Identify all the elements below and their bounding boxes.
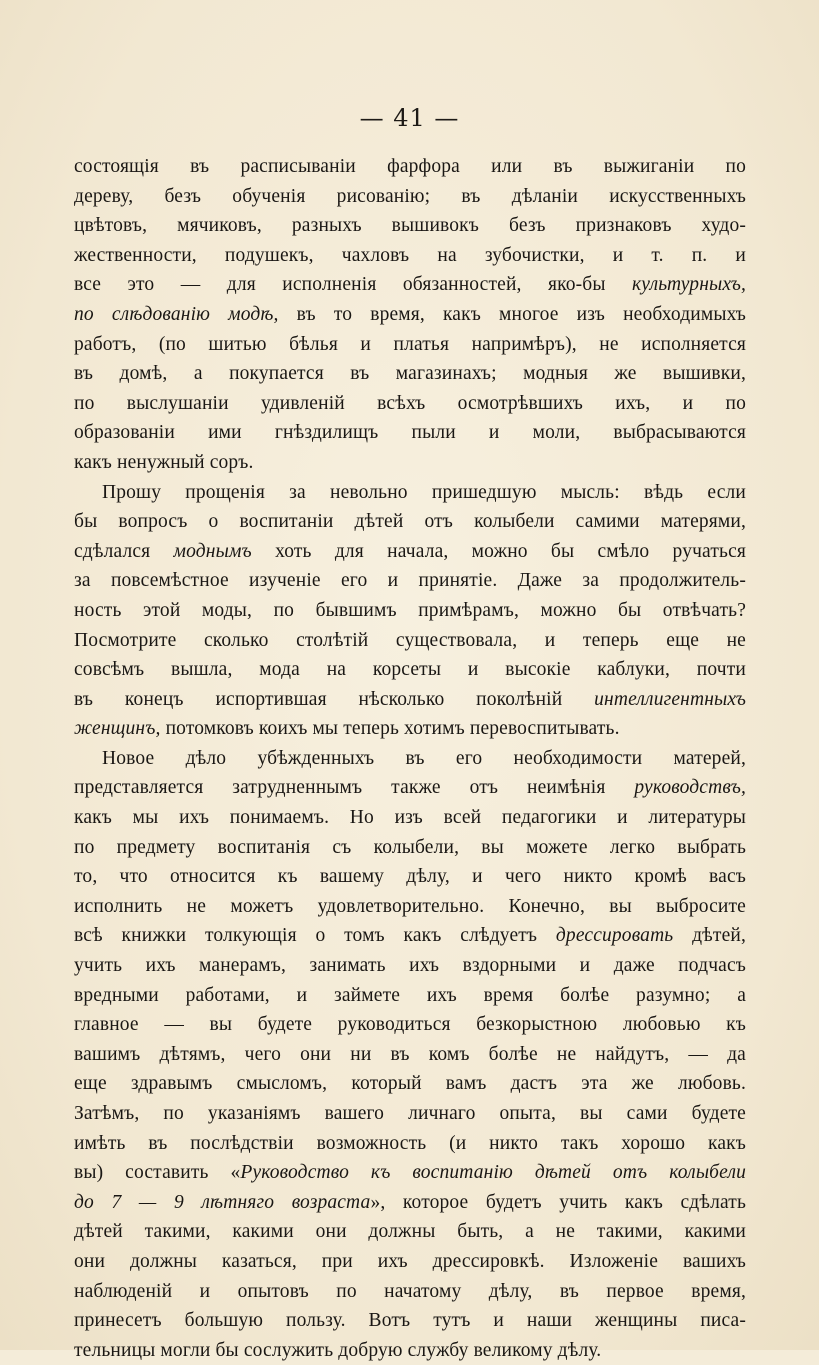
text-segment: по выслушаніи удивленій всѣхъ осмотрѣвшихъ ихъ, и по (74, 392, 746, 414)
paragraph (74, 152, 746, 478)
text-segment: главное — вы будете руководиться безкорыстною любовью къ (74, 1014, 746, 1036)
text-line (74, 1336, 746, 1365)
page-number: — 41 — (359, 104, 460, 132)
text-line (74, 1247, 746, 1277)
italic-text-segment: руководствъ, (634, 777, 746, 799)
text-segment: все это — для исполненія обязанностей, яко-бы (74, 274, 633, 296)
text-line (74, 1306, 746, 1336)
text-segment: исполнить не можетъ удовлетворительно. Конечно, вы выбросите (74, 895, 746, 917)
text-line (74, 981, 746, 1011)
text-line (74, 300, 746, 330)
text-segment: потомковъ коихъ мы теперь хотимъ перевоспитывать. (160, 718, 620, 740)
text-line (74, 951, 746, 981)
text-line (74, 833, 746, 863)
italic-text-segment: интеллигентныхъ (594, 688, 746, 710)
text-line (74, 537, 746, 567)
text-line (74, 211, 746, 241)
text-line (74, 1188, 746, 1218)
text-segment: работъ, (по шитью бѣлья и платья напримѣръ), не исполняется (74, 333, 746, 355)
text-segment: принесетъ большую пользу. Вотъ тутъ и наши женщины писа- (74, 1310, 746, 1332)
text-line (74, 448, 746, 478)
italic-text-segment: культурныхъ, (632, 274, 746, 296)
text-line (74, 685, 746, 715)
text-segment: тельницы могли бы сослужить добрую службу великому дѣлу. (74, 1339, 602, 1361)
text-line (74, 803, 746, 833)
paragraph (74, 744, 746, 1365)
italic-text-segment: Руководство къ воспитанію дѣтей отъ колыбели (240, 1162, 746, 1184)
text-segment: въ домѣ, а покупается въ магазинахъ; модныя же вышивки, (74, 363, 746, 385)
text-segment: бы вопросъ о воспитаніи дѣтей отъ колыбели самими матерями, (74, 511, 746, 533)
text-segment: вредными работами, и займете ихъ время болѣе разумно; а (74, 984, 746, 1006)
italic-text-segment: моднымъ (173, 540, 252, 562)
text-segment: еще здравымъ смысломъ, который вамъ дастъ эта же любовь. (74, 1073, 746, 1095)
text-line (74, 330, 746, 360)
text-line (74, 1099, 746, 1129)
text-segment: всѣ книжки толкующія о томъ какъ слѣдуетъ (74, 925, 556, 947)
text-line (74, 714, 746, 744)
text-line (74, 270, 746, 300)
text-line (74, 478, 746, 508)
text-line (74, 1040, 746, 1070)
text-line (74, 655, 746, 685)
text-segment: они должны казаться, при ихъ дрессировкѣ. Изложеніе вашихъ (74, 1250, 746, 1272)
text-segment: образованіи ими гнѣздилищъ пыли и моли, выбрасываются (74, 422, 746, 444)
text-segment: Посмотрите сколько столѣтій существовала, и теперь еще не (74, 629, 746, 651)
text-line (74, 182, 746, 212)
text-segment: въ конецъ испортившая нѣсколько поколѣній (74, 688, 595, 710)
text-line (74, 507, 746, 537)
text-line (74, 744, 746, 774)
text-segment: вашимъ дѣтямъ, чего они ни въ комъ болѣе не найдутъ, — да (74, 1043, 746, 1065)
text-segment: Прошу прощенія за невольно пришедшую мысль: вѣдь если (102, 481, 746, 503)
italic-text-segment: женщинъ, (74, 718, 161, 740)
text-segment: цвѣтовъ, мячиковъ, разныхъ вышивокъ безъ признаковъ худо- (74, 215, 746, 237)
text-segment: состоящія въ расписываніи фарфора или въ выжиганіи по (74, 156, 746, 177)
text-line (74, 1277, 746, 1307)
text-line (74, 152, 746, 182)
text-line (74, 359, 746, 389)
text-line (74, 1158, 746, 1188)
text-segment: дереву, безъ обученія рисованію; въ дѣланіи искусственныхъ (74, 185, 746, 207)
paragraph (74, 478, 746, 744)
text-line (74, 1129, 746, 1159)
text-line (74, 626, 746, 656)
text-line (74, 862, 746, 892)
text-segment: хоть для начала, можно бы смѣло ручаться (251, 540, 746, 562)
text-line (74, 773, 746, 803)
italic-text-segment: по слѣдованію модѣ, (74, 303, 279, 325)
text-segment: имѣть въ послѣдствіи возможность (и никто такъ хорошо какъ (74, 1132, 746, 1154)
text-line (74, 1217, 746, 1247)
text-segment: представляется затрудненнымъ также отъ неимѣнія (74, 777, 635, 799)
text-segment: по предмету воспитанія съ колыбели, вы можете легко выбрать (74, 836, 746, 858)
text-line (74, 241, 746, 271)
text-segment: дѣтей, (673, 925, 746, 947)
text-segment: въ то время, какъ многое изъ необходимыхъ (278, 303, 746, 325)
text-segment: дѣтей такими, какими они должны быть, а не такими, какими (74, 1221, 746, 1243)
text-line (74, 596, 746, 626)
text-segment: ность этой моды, по бывшимъ примѣрамъ, можно бы отвѣчать? (74, 599, 746, 621)
text-line (74, 389, 746, 419)
text-segment: какъ мы ихъ понимаемъ. Но изъ всей педагогики и литературы (74, 807, 746, 829)
text-line (74, 892, 746, 922)
text-segment: учить ихъ манерамъ, занимать ихъ вздорными и даже подчасъ (74, 955, 746, 977)
text-line (74, 921, 746, 951)
text-segment: совсѣмъ вышла, мода на корсеты и высокіе каблуки, почти (74, 659, 746, 681)
text-segment: Новое дѣло убѣжденныхъ въ его необходимости матерей, (102, 747, 746, 769)
text-segment: какъ ненужный соръ. (74, 451, 254, 473)
text-segment: Затѣмъ, по указаніямъ вашего личнаго опыта, вы сами будете (74, 1103, 746, 1124)
text-line (74, 1069, 746, 1099)
italic-text-segment: до 7 — 9 лѣтняго возраста (74, 1191, 371, 1213)
text-line (74, 566, 746, 596)
text-segment: вы) составить « (74, 1162, 241, 1184)
text-line (74, 418, 746, 448)
body-text (74, 152, 746, 1365)
text-segment: то, что относится къ вашему дѣлу, и чего никто кромѣ васъ (74, 866, 746, 888)
text-segment: за повсемѣстное изученіе его и принятіе. Даже за продолжитель- (74, 570, 746, 592)
text-segment: жественности, подушекъ, чахловъ на зубочистки, и т. п. и (74, 244, 746, 266)
italic-text-segment: дрессировать (555, 925, 674, 947)
text-segment: », которое будетъ учить какъ сдѣлать (370, 1191, 746, 1213)
text-line (74, 1010, 746, 1040)
text-segment: сдѣлался (74, 540, 174, 562)
text-segment: наблюденій и опытовъ по начатому дѣлу, въ первое время, (74, 1280, 746, 1302)
